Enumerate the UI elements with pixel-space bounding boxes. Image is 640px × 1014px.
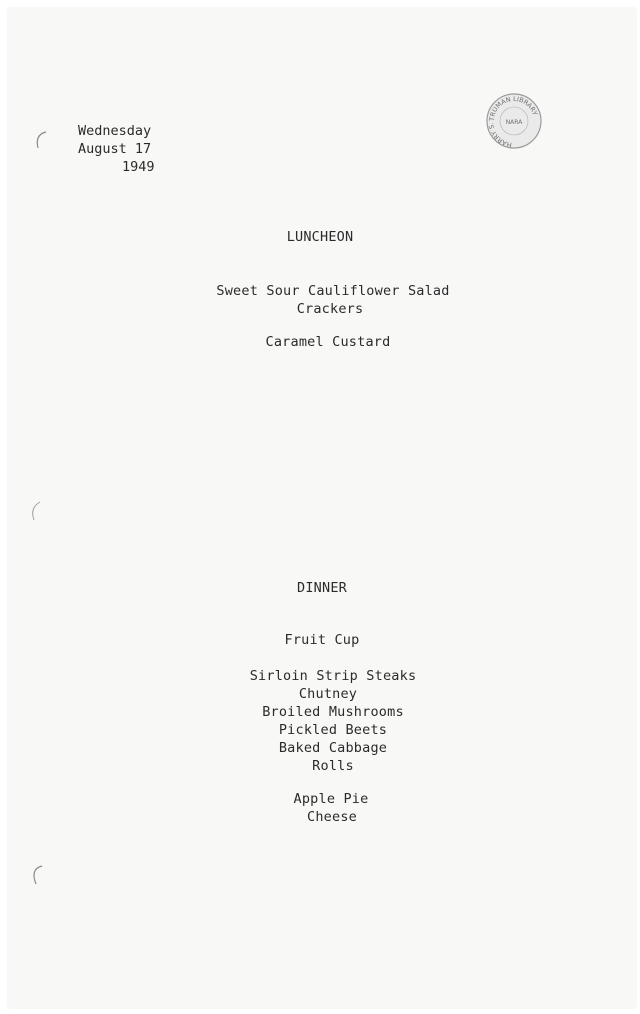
- document-page: [8, 8, 636, 1008]
- luncheon-heading: LUNCHEON: [286, 229, 354, 245]
- dinner-main-item: Broiled Mushrooms: [262, 704, 404, 720]
- stamp-center-text: NARA: [505, 119, 523, 126]
- dinner-main-item: Rolls: [312, 758, 354, 774]
- archive-stamp: [484, 91, 544, 151]
- stamp-left-text: HARRY S.: [487, 122, 513, 149]
- dinner-dessert-item: Apple Pie: [293, 791, 369, 807]
- luncheon-item: Sweet Sour Cauliflower Salad: [216, 283, 450, 299]
- date-month-day: August 17: [78, 141, 152, 157]
- date-weekday: Wednesday: [78, 123, 152, 139]
- dinner-starter: Fruit Cup: [284, 632, 360, 648]
- dinner-main-item: Pickled Beets: [278, 722, 388, 738]
- punch-hole-mark-bottom: [30, 864, 44, 886]
- dinner-heading: DINNER: [297, 580, 347, 596]
- luncheon-item: Crackers: [296, 301, 364, 317]
- dinner-main-item: Sirloin Strip Steaks: [249, 668, 417, 684]
- stamp-top-text: TRUMAN LIBRARY: [487, 94, 539, 122]
- dinner-main-item: Baked Cabbage: [278, 740, 388, 756]
- dinner-dessert-item: Cheese: [307, 809, 357, 825]
- punch-hole-mark-top: [34, 130, 48, 152]
- luncheon-dessert: Caramel Custard: [265, 334, 391, 350]
- punch-hole-mark-middle: [28, 500, 42, 522]
- dinner-main-item: Chutney: [298, 686, 358, 702]
- date-year: 1949: [122, 159, 155, 175]
